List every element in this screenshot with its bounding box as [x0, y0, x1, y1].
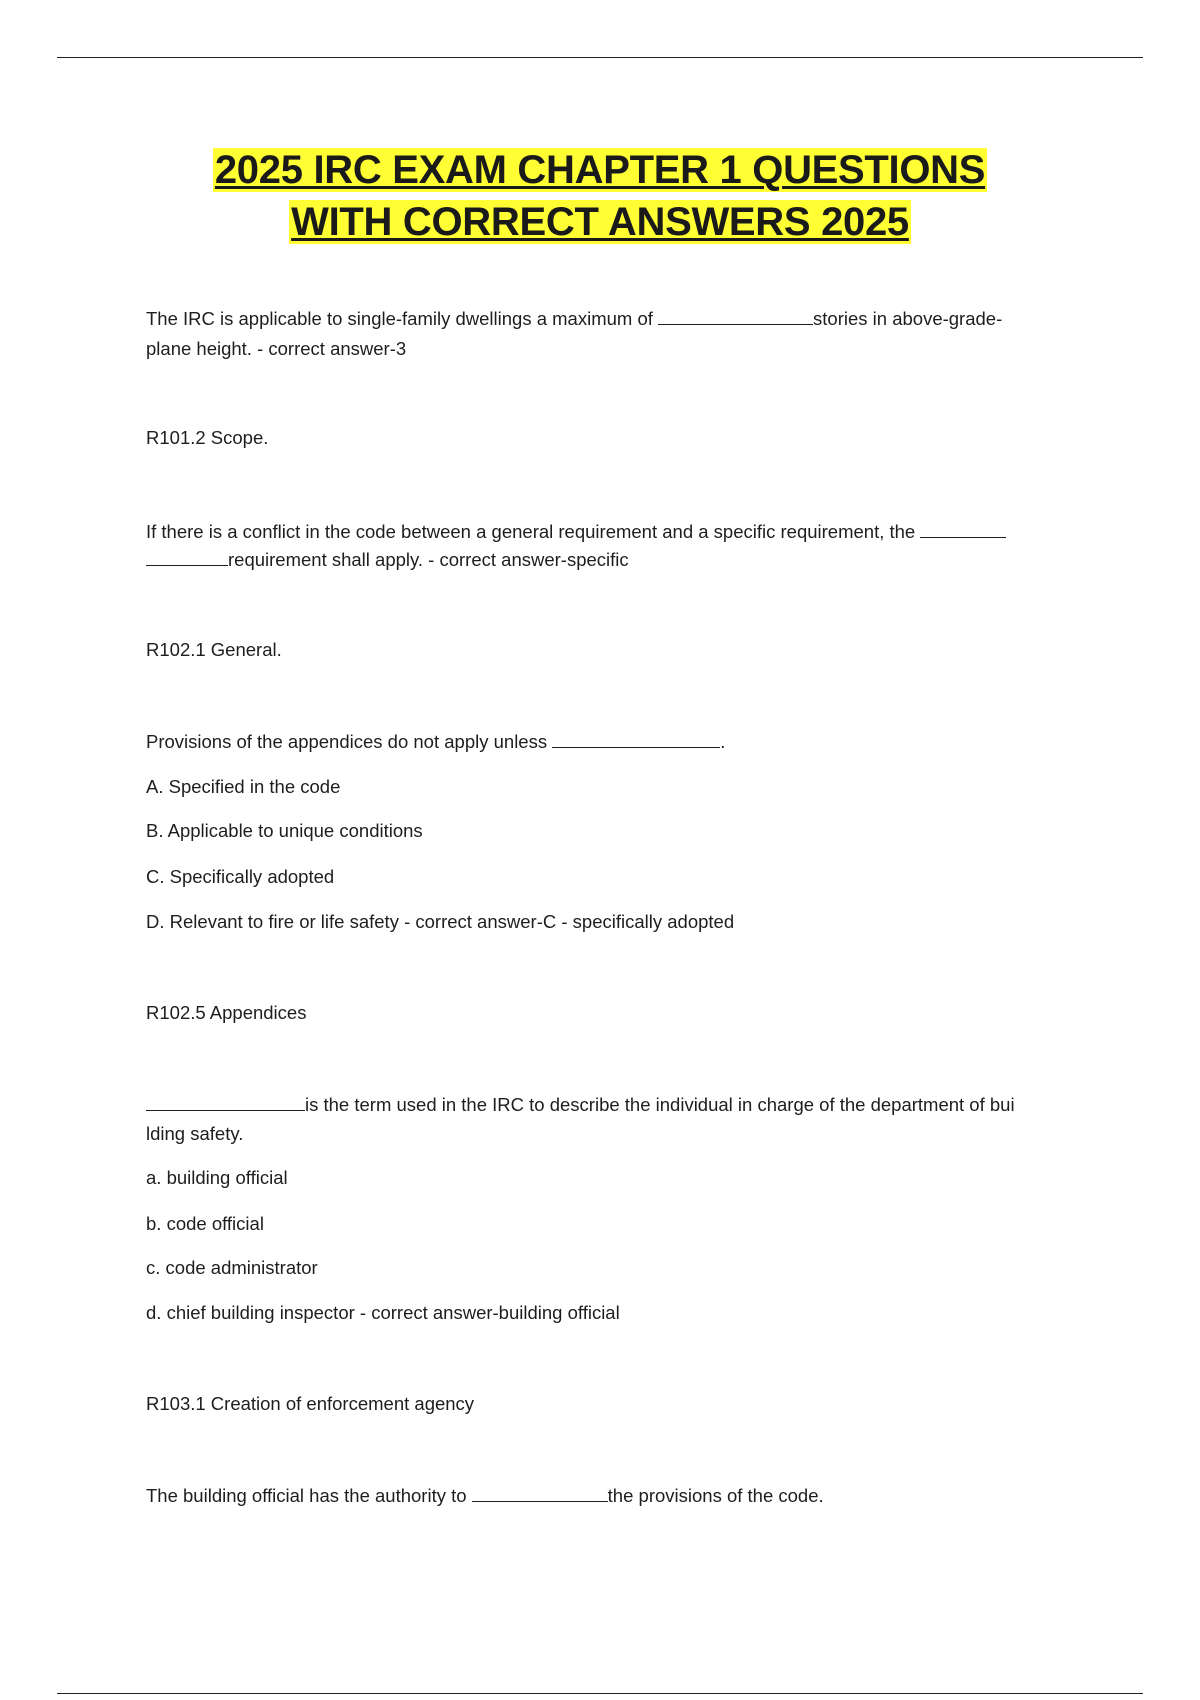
question-3-option-d: D. Relevant to fire or life safety - correct answer-C - specifically adopted [146, 911, 735, 932]
question-4-line-1: is the term used in the IRC to describe the individual in charge of the department of bui [146, 1092, 1015, 1117]
section-reference: R103.1 Creation of enforcement agency [146, 1393, 475, 1414]
question-2-line-2: requirement shall apply. - correct answer-specific [146, 547, 629, 572]
question-3-option-b: B. Applicable to unique conditions [146, 820, 423, 841]
answer-blank [472, 1483, 608, 1502]
question-4-option-b: b. code official [146, 1213, 264, 1234]
footer-rule [57, 1693, 1143, 1694]
question-1-line-1: The IRC is applicable to single-family dwellings a maximum of stories in above-grade- [146, 308, 1003, 329]
section-reference: R101.2 Scope. [146, 427, 269, 448]
question-4-option-c: c. code administrator [146, 1257, 318, 1278]
question-5-stem: The building official has the authority to the provisions of the code. [146, 1485, 824, 1506]
answer-blank [146, 547, 228, 566]
question-3-option-c: C. Specifically adopted [146, 866, 335, 887]
answer-blank [552, 729, 720, 748]
question-4-option-a: a. building official [146, 1167, 288, 1188]
question-3-stem: Provisions of the appendices do not apply unless . [146, 731, 726, 752]
title-line-2: WITH CORRECT ANSWERS 2025 [291, 200, 909, 244]
question-3-option-a: A. Specified in the code [146, 776, 341, 797]
title-line-1: 2025 IRC EXAM CHAPTER 1 QUESTIONS [214, 148, 986, 192]
document-title [0, 144, 1200, 248]
header-rule [57, 57, 1143, 58]
section-reference: R102.5 Appendices [146, 1002, 307, 1023]
question-2-line-1: If there is a conflict in the code between a general requirement and a specific requirement, the [146, 519, 1006, 544]
section-reference: R102.1 General. [146, 639, 282, 660]
answer-blank [146, 1092, 305, 1111]
question-1-line-2: plane height. - correct answer-3 [146, 338, 407, 359]
answer-blank [920, 519, 1006, 538]
question-4-option-d: d. chief building inspector - correct answer-building official [146, 1302, 620, 1323]
question-4-line-2: lding safety. [146, 1123, 244, 1144]
answer-blank [658, 306, 813, 325]
